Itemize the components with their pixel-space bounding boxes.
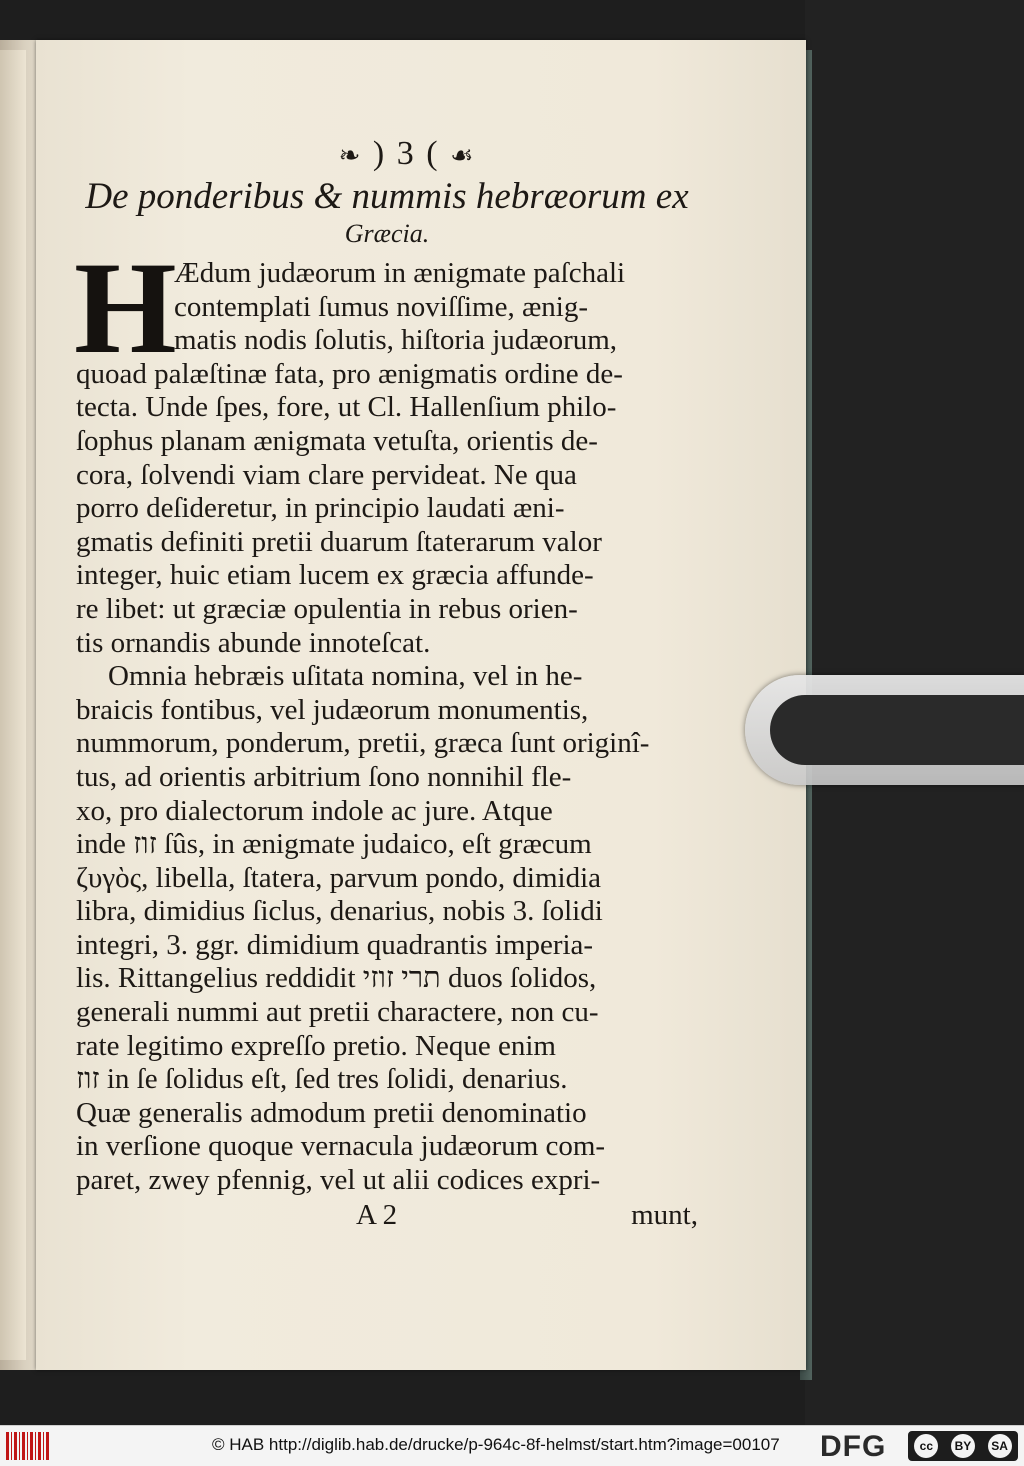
text-line: cora, ſolvendi viam clare pervideat. Ne qua xyxy=(76,458,577,491)
credit-bar xyxy=(0,1425,1024,1466)
text-line: tus, ad orientis arbitrium ſono nonnihil fle- xyxy=(76,760,572,793)
book-page xyxy=(36,40,806,1370)
page-clip-hole xyxy=(770,695,1024,765)
text-line: nummorum, ponderum, pretii, græca ſunt originî- xyxy=(76,727,650,760)
text-line: inde זוז ſûs, in ænigmate judaico, eſt græcum xyxy=(76,828,592,861)
catchword: munt, xyxy=(631,1198,698,1231)
sa-icon: SA xyxy=(988,1434,1012,1458)
signature-mark: A 2 xyxy=(356,1198,398,1231)
left-page-inner xyxy=(0,50,26,1360)
title-line-2: Græcia. xyxy=(344,219,430,248)
text-line: braicis fontibus, vel judæorum monumentis, xyxy=(76,693,589,726)
text-line: Omnia hebræis uſitata nomina, vel in he- xyxy=(108,660,583,693)
text-line: זוז in ſe ſolidus eſt, ſed tres ſolidi, denarius. xyxy=(76,1063,568,1096)
ornament-right-icon: ☙ xyxy=(450,141,476,171)
cc-license-icon[interactable] xyxy=(908,1431,1018,1461)
paragraph-1 xyxy=(74,234,698,660)
text-line: in verſione quoque vernacula judæorum com- xyxy=(76,1130,606,1163)
ornament-left-icon: ❧ xyxy=(338,141,363,171)
text-line: rate legitimo expreſſo pretio. Neque enim xyxy=(76,1029,556,1062)
hab-logo-icon xyxy=(6,1432,50,1460)
text-line: contemplati ſumus noviſſime, ænig- xyxy=(174,290,589,323)
text-line: ζυγὸς, libella, ſtatera, parvum pondo, dimidia xyxy=(76,861,602,894)
text-line: ſophus planam ænigmata vetuſta, orientis de- xyxy=(76,424,598,457)
dfg-logo: DFG xyxy=(820,1430,887,1463)
text-line: Quæ generalis admodum pretii denominatio xyxy=(76,1096,587,1129)
text-line: quoad palæſtinæ fata, pro ænigmatis ordine de- xyxy=(76,357,623,390)
title-line-1: De ponderibus & nummis hebræorum ex xyxy=(85,176,689,217)
text-line: generali nummi aut pretii charactere, non cu- xyxy=(76,996,599,1029)
text-line: tecta. Unde ſpes, fore, ut Cl. Hallenſium philo- xyxy=(76,391,617,424)
text-line: paret, zwey pfennig, vel ut alii codices expri- xyxy=(76,1164,601,1197)
paragraph-2 xyxy=(76,660,698,1198)
text-line: re libet: ut græciæ opulentia in rebus orien- xyxy=(76,592,578,625)
page-number: ) 3 ( xyxy=(372,135,440,172)
text-line: integri, 3. ggr. dimidium quadrantis imperia- xyxy=(76,928,594,961)
text-line: integer, huic etiam lucem ex græcia affunde- xyxy=(76,559,594,592)
cc-icon: cc xyxy=(914,1434,938,1458)
text-block xyxy=(76,135,698,1232)
page-footer xyxy=(76,1198,698,1232)
text-line: porro deſideretur, in principio laudati æni- xyxy=(76,492,565,525)
credit-link[interactable]: © HAB http://diglib.hab.de/drucke/p-964c-8f-helmst/start.htm?image=00107 xyxy=(212,1435,780,1454)
text-line: tis ornandis abunde innoteſcat. xyxy=(76,626,431,659)
page-header xyxy=(116,135,698,173)
text-line: matis nodis ſolutis, hiſtoria judæorum, xyxy=(174,324,618,357)
text-line: libra, dimidius ſiclus, denarius, nobis 3. ſolidi xyxy=(76,895,603,928)
text-line: Ædum judæorum in ænigmate paſchali xyxy=(174,257,626,289)
drop-capital: H xyxy=(74,234,177,381)
text-line: lis. Rittangelius reddidit תרי זוזי duos ſolidos, xyxy=(76,962,597,995)
by-icon: BY xyxy=(951,1434,975,1458)
text-line: xo, pro dialectorum indole ac jure. Atque xyxy=(76,794,553,827)
text-line: gmatis definiti pretii duarum ſtaterarum valor xyxy=(76,525,602,558)
